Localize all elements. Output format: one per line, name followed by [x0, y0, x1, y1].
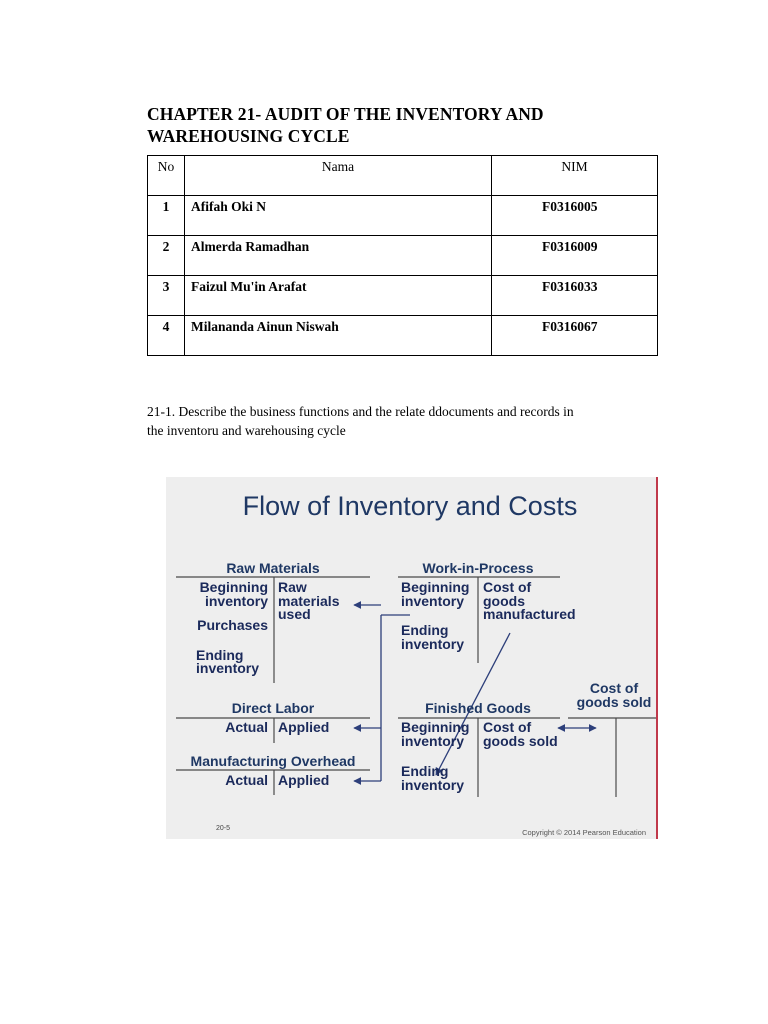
table-row — [148, 316, 658, 356]
wip-left-1: Beginning — [401, 579, 470, 595]
members-table — [147, 155, 658, 356]
row-nim: F0316005 — [492, 196, 658, 236]
inventory-flow-slide — [166, 477, 658, 839]
row-nama: Almerda Ramadhan — [185, 236, 492, 276]
table-header-row — [148, 156, 658, 196]
dl-right: Applied — [278, 719, 330, 735]
rm-right-2: materials — [278, 593, 340, 609]
wip-heading: Work-in-Process — [422, 560, 534, 576]
fg-right-2: goods sold — [483, 733, 558, 749]
wip-right-3: manufactured — [483, 606, 576, 622]
row-no: 4 — [148, 316, 185, 356]
wip-left-3: Ending — [401, 622, 449, 638]
raw-materials-heading: Raw Materials — [226, 560, 320, 576]
row-nama: Afifah Oki N — [185, 196, 492, 236]
wip-left-4: inventory — [401, 636, 465, 652]
flow-arrows — [354, 605, 596, 781]
rm-left-2: inventory — [204, 593, 268, 609]
wip-account — [401, 560, 576, 652]
table-row — [148, 236, 658, 276]
fg-left-3: Ending — [401, 763, 449, 779]
wip-left-2: inventory — [401, 593, 465, 609]
wip-right-2: goods — [483, 593, 525, 609]
row-nama: Faizul Mu'in Arafat — [185, 276, 492, 316]
flow-diagram — [166, 477, 656, 839]
fg-left-1: Beginning — [401, 719, 470, 735]
wip-right-1: Cost of — [483, 579, 532, 595]
slide-number: 20-5 — [216, 825, 231, 832]
cogs-heading-1: Cost of — [589, 680, 639, 696]
question-line-2: the inventoru and warehousing cycle — [147, 423, 346, 438]
row-no: 3 — [148, 276, 185, 316]
row-nim: F0316067 — [492, 316, 658, 356]
question-text — [147, 402, 657, 440]
moh-left: Actual — [225, 772, 268, 788]
rm-left-1: Beginning — [199, 579, 268, 595]
moh-right: Applied — [278, 772, 330, 788]
copyright-text: Copyright © 2014 Pearson Education — [522, 828, 646, 837]
finished-goods-account — [401, 700, 558, 793]
fg-left-4: inventory — [401, 777, 465, 793]
row-nama: Milananda Ainun Niswah — [185, 316, 492, 356]
overhead-heading: Manufacturing Overhead — [190, 753, 356, 769]
header-nim: NIM — [492, 156, 658, 196]
dl-left: Actual — [225, 719, 268, 735]
row-no: 2 — [148, 236, 185, 276]
rm-left-3: Purchases — [197, 617, 268, 633]
table-row — [148, 276, 658, 316]
title-line-2: WAREHOUSING CYCLE — [147, 126, 350, 146]
rm-left-5: inventory — [196, 660, 260, 676]
rm-right-3: used — [278, 606, 311, 622]
document-title — [147, 103, 667, 147]
row-no: 1 — [148, 196, 185, 236]
cogs-heading-2: goods sold — [576, 694, 652, 710]
question-line-1: 21-1. Describe the business functions and the relate ddocuments and records in — [147, 404, 574, 419]
finished-goods-heading: Finished Goods — [425, 700, 531, 716]
title-line-1: CHAPTER 21- AUDIT OF THE INVENTORY AND — [147, 104, 544, 124]
rm-right-1: Raw — [278, 579, 307, 595]
row-nim: F0316033 — [492, 276, 658, 316]
header-nama: Nama — [185, 156, 492, 196]
table-row — [148, 196, 658, 236]
direct-labor-heading: Direct Labor — [231, 700, 315, 716]
slide-title: Flow of Inventory and Costs — [242, 491, 578, 521]
fg-left-2: inventory — [401, 733, 465, 749]
header-no: No — [148, 156, 185, 196]
rm-left-4: Ending — [196, 647, 244, 663]
row-nim: F0316009 — [492, 236, 658, 276]
fg-right-1: Cost of — [483, 719, 532, 735]
cogs-account — [577, 680, 652, 710]
